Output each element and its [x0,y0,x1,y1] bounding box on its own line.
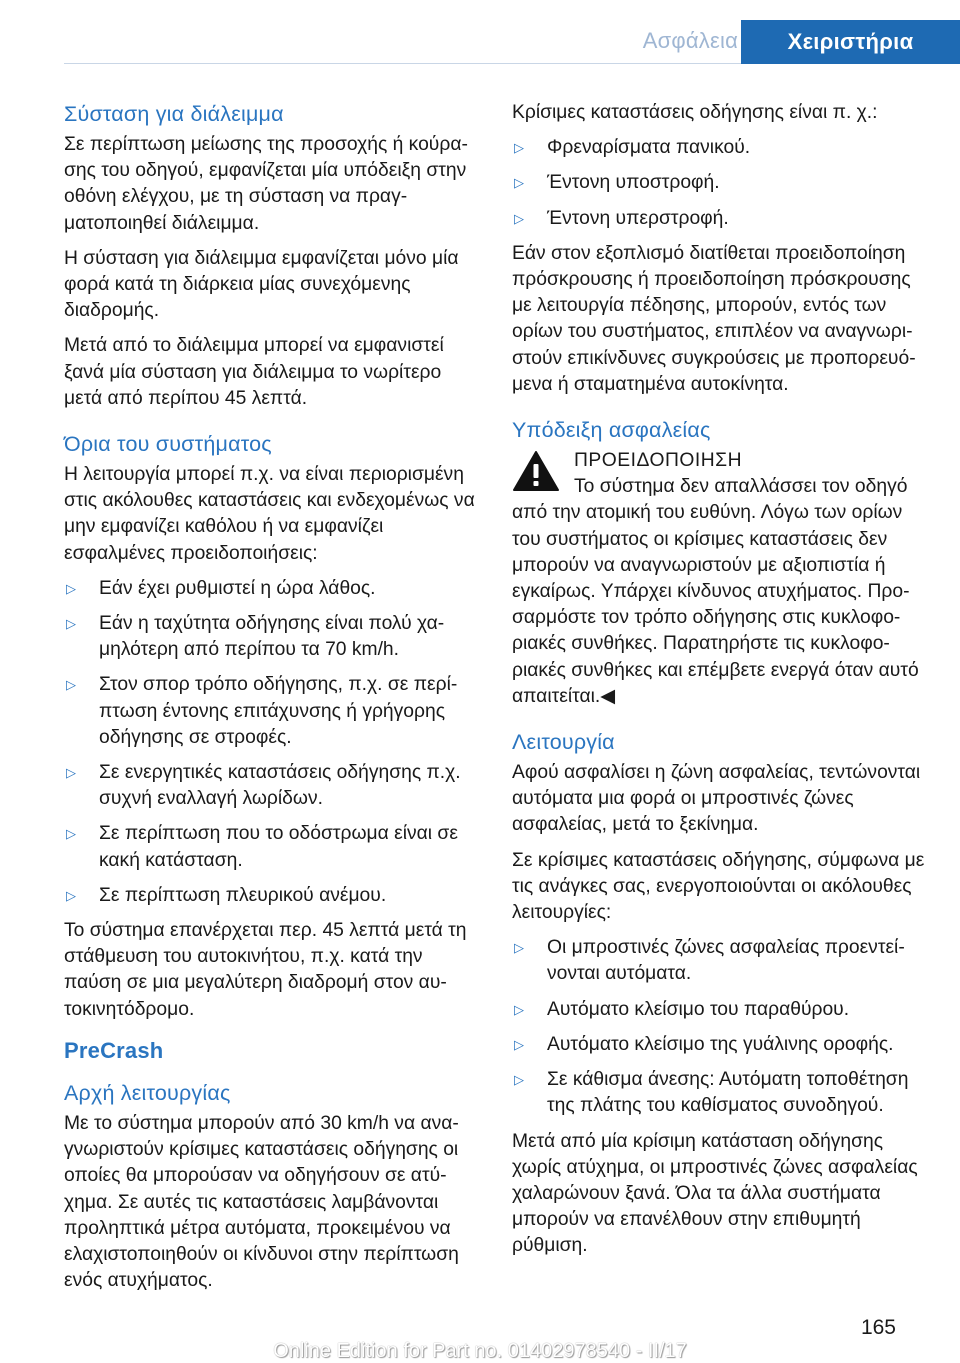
critical-situations-list [512,135,930,232]
list-item [64,760,484,812]
list-item [512,1067,930,1119]
heading-operating-principle: Αρχή λειτουργίας [64,1080,231,1105]
triangle-bullet-icon: ▷ [66,887,76,903]
list-item-text: Σε κάθισμα άνεσης: Αυτόματη τοποθέτηση της πλάτης του καθίσματος συνοδηγού. [547,1069,909,1117]
heading-system-limits: Όρια του συστήματος [64,432,272,457]
page-number: 165 [860,1316,896,1339]
paragraph: Η λειτουργία μπορεί π.χ. να είναι περιορισμένη στις ακόλουθες καταστάσεις και ενδεχομένως να μην εμφανίζει καθόλου ή να εμφανίζει εσφαλμένες προειδοποιήσεις: [64,464,475,564]
triangle-bullet-icon: ▷ [66,616,76,632]
heading-precrash: PreCrash [64,1037,164,1063]
list-item [64,883,484,909]
list-item [64,611,484,663]
list-item-text: Έντονη υπερστροφή. [547,207,729,229]
paragraph: Μετά από μία κρίσιμη κατάσταση οδήγησης χωρίς ατύχημα, οι μπροστινές ζώνες ασφαλείας χαλαρώνουν ξανά. Όλα τα άλλα συστήματα μπορούν να επανέλθουν στην επιθυμητή ρύθμιση. [512,1130,918,1257]
triangle-bullet-icon: ▷ [514,175,524,191]
triangle-bullet-icon: ▷ [514,1001,524,1017]
list-item-text: Σε περίπτωση πλευρικού ανέμου. [99,884,387,906]
page-header [0,0,960,66]
triangle-bullet-icon: ▷ [66,677,76,693]
triangle-bullet-icon: ▷ [66,826,76,842]
tab-safety[interactable]: Ασφάλεια [642,28,738,53]
paragraph: Το σύστημα επανέρχεται περ. 45 λεπτά μετά τη στάθμευση του αυτοκινήτου, π.χ. κατά την παύση σε μια μεγαλύτερη διαδρομή στον αυτοκινητόδρομο. [64,920,467,1020]
list-item-text: Αυτόματο κλείσιμο του παραθύρου. [547,998,850,1020]
functions-list [512,935,930,1119]
heading-safety-note: Υπόδειξη ασφαλείας [512,418,711,443]
list-item-text: Φρεναρίσματα πανικού. [547,137,751,159]
list-item [64,576,484,602]
list-item [512,997,930,1023]
heading-function: Λειτουργία [512,730,615,755]
warning-block [512,448,930,710]
right-column [512,100,930,1269]
heading-break-recommendation: Σύσταση για διάλειμμα [64,102,284,126]
paragraph: Κρίσιμες καταστάσεις οδήγησης είναι π. χ.: [512,102,878,123]
triangle-bullet-icon: ▷ [514,140,524,156]
limits-list [64,576,484,909]
triangle-bullet-icon: ▷ [514,210,524,226]
paragraph: Η σύσταση για διάλειμμα εμφανίζεται μόνο μία φορά κατά τη διάρκεια μίας συνεχόμενης διαδρομής. [64,247,459,322]
list-item-text: Εάν η ταχύτητα οδήγησης είναι πολύ χαμηλότερη από περίπου τα 70 km/h. [99,613,445,661]
edition-footer: Online Edition for Part no. 01402978540 - II/17 [273,1340,687,1362]
paragraph: Με το σύστημα μπορούν από 30 km/h να αναγνωριστούν κρίσιμες καταστάσεις οδήγησης οι οποίες θα μπορούσαν να οδηγήσουν σε ατύχημα. Σε αυτές τις καταστάσεις λαμβάνονται προληπτικά μέτρα αυτόματα, προκειμένου να ελαχιστοποιηθούν οι κίνδυνοι στην περίπτωση ενός ατυχήματος. [64,1112,459,1292]
left-column [64,100,484,1303]
paragraph: Σε κρίσιμες καταστάσεις οδήγησης, σύμφωνα με τις ανάγκες σας, ενεργοποιούνται οι ακόλουθες λειτουργίες: [512,849,925,924]
list-item-text: Σε ενεργητικές καταστάσεις οδήγησης π.χ. συχνή εναλλαγή λωρίδων. [99,762,461,810]
triangle-bullet-icon: ▷ [514,1072,524,1088]
warning-text: από την ατομική του ευθύνη. Λόγω των ορίων του συστήματος οι κρίσιμες καταστάσεις δεν μπορούν να αναγνωριστούν με αξιοπιστία ή εγκαίρως. Υπάρχει κίνδυνος ατυχήματος. Προσαρμόστε τον τρόπο οδήγησης στις κυκλοφοριακές συνθήκες. Παρατηρήστε τις κυκλοφοριακές συνθήκες και επέμβετε ενεργά όταν αυτό απαιτείται.◀ [512,502,919,707]
triangle-bullet-icon: ▷ [514,1036,524,1052]
triangle-bullet-icon: ▷ [514,940,524,956]
list-item [512,170,930,196]
paragraph: Αφού ασφαλίσει η ζώνη ασφαλείας, τεντώνονται αυτόματα μια φορά οι μπροστινές ζώνες ασφαλείας, μετά το ξεκίνημα. [512,762,921,836]
triangle-bullet-icon: ▷ [66,765,76,781]
list-item [512,206,930,232]
tab-controls[interactable]: Χειριστήρια [741,20,960,64]
list-item [512,1032,930,1058]
list-item-text: Σε περίπτωση που το οδόστρωμα είναι σε κακή κατάσταση. [99,823,458,871]
list-item-text: Έντονη υποστροφή. [547,172,720,194]
list-item [512,935,930,987]
warning-title: ΠΡΟΕΙΔΟΠΟΙΗΣΗ [574,450,743,472]
paragraph: Μετά από το διάλειμμα μπορεί να εμφανιστεί ξανά μία σύσταση για διάλειμμα το νωρίτερο μετά από περίπου 45 λεπτά. [64,335,444,409]
warning-first-line: Το σύστημα δεν απαλλάσσει τον οδηγό [574,476,908,498]
list-item-text: Αυτόματο κλείσιμο της γυάλινης οροφής. [547,1033,894,1055]
list-item [64,672,484,751]
list-item-text: Στον σπορ τρόπο οδήγησης, π.χ. σε περίπτωση έντονης επιτάχυνσης ή γρήγορης οδήγησης σε στροφές. [99,674,458,748]
list-item [512,135,930,161]
triangle-bullet-icon: ▷ [66,580,76,596]
paragraph: Εάν στον εξοπλισμό διατίθεται προειδοποίηση πρόσκρουσης ή προειδοποίηση πρόσκρουσης με λειτουργία πέδησης, μπορούν, εντός των ορίων του συστήματος, επιπλέον να αναγνωριστούν επικίνδυνες συγκρούσεις με προπορευόμενα ή σταματημένα αυτοκίνητα. [512,242,916,395]
list-item [64,821,484,873]
list-item-text: Εάν έχει ρυθμιστεί η ώρα λάθος. [99,577,376,599]
list-item-text: Οι μπροστινές ζώνες ασφαλείας προεντείνονται αυτόματα. [547,937,905,985]
warning-triangle-icon [512,450,560,492]
paragraph: Σε περίπτωση μείωσης της προσοχής ή κούρασης του οδηγού, εμφανίζεται μία υπόδειξη στην οθόνη ελέγχου, με τη σύσταση να πραγματοποιηθεί διάλειμμα. [64,134,468,234]
